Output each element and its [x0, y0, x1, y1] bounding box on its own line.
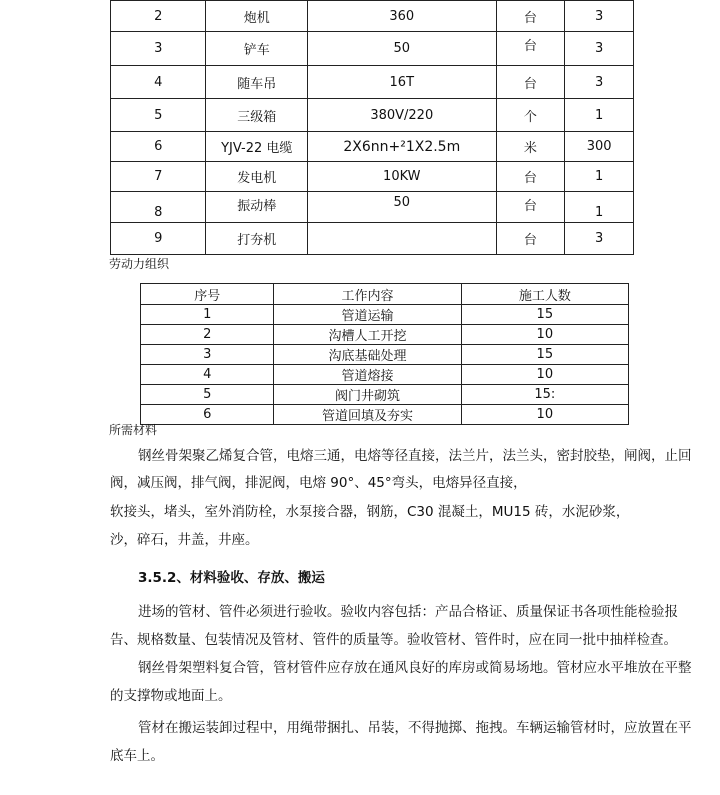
table-row: 8 振动棒 50 台 1 — [111, 192, 634, 223]
table-row: 7 发电机 10KW 台 1 — [111, 162, 634, 192]
table-row: 5 三级箱 380V/220 个 1 — [111, 99, 634, 132]
table-row: 2 炮机 360 台 3 — [111, 1, 634, 32]
table-row: 5 阀门井砌筑 15: — [141, 385, 629, 405]
paragraph-line: 底车上。 — [110, 748, 164, 764]
materials-line: 钢丝骨架聚乙烯复合管，电熔三通，电熔等径直接，法兰片，法兰头，密封胶垫，闸阀，止回 — [138, 448, 692, 464]
labor-header-row: 序号 工作内容 施工人数 — [141, 284, 629, 305]
materials-line: 沙，碎石，井盖，井座。 — [110, 532, 259, 548]
materials-title: 所需材料 — [109, 423, 158, 437]
table-row: 6 YJV-22 电缆 2X6nn+²1X2.5m 米 300 — [111, 132, 634, 162]
table-row: 2 沟槽人工开挖 10 — [141, 325, 629, 345]
labor-title: 劳动力组织 — [109, 257, 170, 271]
paragraph-line: 管材在搬运装卸过程中，用绳带捆扎、吊装，不得抛掷、拖拽。车辆运输管材时，应放置在平 — [138, 720, 692, 736]
equipment-table — [110, 0, 634, 255]
paragraph-line: 进场的管材、管件必须进行验收。验收内容包括：产品合格证、质量保证书各项性能检验报 — [138, 604, 678, 620]
table-row: 4 管道熔接 10 — [141, 365, 629, 385]
table-row: 1 管道运输 15 — [141, 305, 629, 325]
table-row: 9 打夯机 台 3 — [111, 223, 634, 255]
table-row: 6 管道回填及夯实 10 — [141, 405, 629, 425]
table-row: 3 沟底基础处理 15 — [141, 345, 629, 365]
labor-table — [140, 283, 629, 425]
materials-line: 软接头，堵头，室外消防栓，水泵接合器，钢筋，C30 混凝土，MU15 砖，水泥砂浆， — [110, 504, 630, 520]
paragraph-line: 的支撑物或地面上。 — [110, 688, 232, 704]
materials-line: 阀，减压阀，排气阀，排泥阀，电熔 90°、45°弯头，电熔异径直接， — [110, 475, 527, 491]
table-row: 4 随车吊 16T 台 3 — [111, 66, 634, 99]
section-heading: 3.5.2、材料验收、存放、搬运 — [138, 570, 325, 586]
table-row: 3 铲车 50 台 3 — [111, 32, 634, 66]
paragraph-line: 告、规格数量、包装情况及管材、管件的质量等。验收管材、管件时，应在同一批中抽样检查。 — [110, 632, 677, 648]
paragraph-line: 钢丝骨架塑料复合管，管材管件应存放在通风良好的库房或简易场地。管材应水平堆放在平整 — [138, 660, 692, 676]
